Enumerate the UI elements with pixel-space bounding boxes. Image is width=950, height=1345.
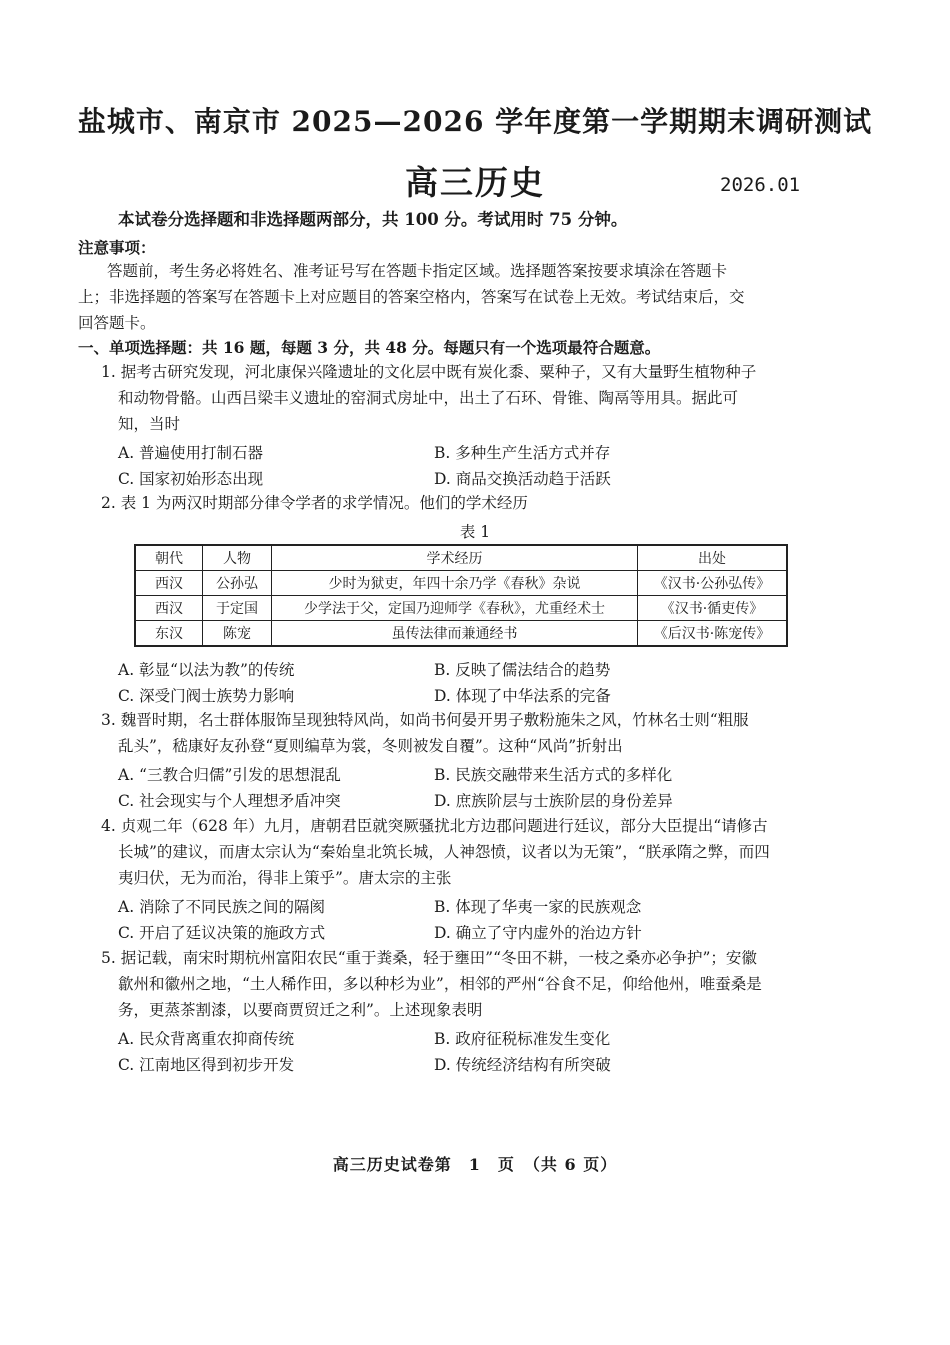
- q1-option-a: A. 普遍使用打制石器: [118, 444, 264, 462]
- q2-option-c: C. 深受门阀士族势力影响: [118, 687, 295, 705]
- table-row: [135, 621, 787, 647]
- q1-line-3: 知，当时: [118, 415, 181, 433]
- exam-date: 2026.01: [720, 174, 801, 196]
- q3-option-a: A. “三教合归儒”引发的思想混乱: [118, 766, 341, 784]
- table-row: [135, 596, 787, 621]
- q1-option-c: C. 国家初始形态出现: [118, 470, 264, 488]
- table-header-cell: 出处: [638, 545, 788, 571]
- q2-option-a: A. 彰显“以法为教”的传统: [118, 661, 295, 679]
- table-row: [135, 571, 787, 596]
- q3-option-d: D. 庶族阶层与士族阶层的身份差异: [434, 792, 673, 810]
- table-header-cell: 人物: [203, 545, 272, 571]
- q4-option-a: A. 消除了不同民族之间的隔阂: [118, 898, 326, 916]
- q2-option-d: D. 体现了中华法系的完备: [434, 687, 611, 705]
- table-cell: 虽传法律而兼通经书: [272, 621, 638, 647]
- table-1: [134, 544, 788, 647]
- subject-title: 高三历史: [405, 163, 545, 202]
- q5-option-b: B. 政府征税标准发生变化: [434, 1030, 611, 1048]
- table-cell: 东汉: [135, 621, 203, 647]
- table-cell: 于定国: [203, 596, 272, 621]
- section-heading: 一、单项选择题：共 16 题，每题 3 分，共 48 分。每题只有一个选项最符合题意。: [78, 338, 661, 357]
- q5-option-c: C. 江南地区得到初步开发: [118, 1056, 295, 1074]
- notice-line-3: 回答题卡。: [78, 314, 156, 332]
- q5-option-d: D. 传统经济结构有所突破: [434, 1056, 611, 1074]
- table-header-row: [135, 545, 787, 571]
- q4-line-3: 夷归伏，无为而治，得非上策乎”。唐太宗的主张: [118, 869, 452, 887]
- q5-line-2: 歙州和徽州之地，“土人稀作田，多以种杉为业”，相邻的严州“谷食不足，仰给他州，唯蚕桑是: [118, 975, 762, 993]
- exam-intro: 本试卷分选择题和非选择题两部分，共 100 分。考试用时 75 分钟。: [118, 210, 628, 229]
- table-cell: 西汉: [135, 596, 203, 621]
- q2-line-1: 2. 表 1 为两汉时期部分律令学者的求学情况。他们的学术经历: [101, 494, 528, 512]
- q3-line-1: 3. 魏晋时期，名士群体服饰呈现独特风尚，如尚书何晏开男子敷粉施朱之风，竹林名士则“粗服: [101, 711, 749, 729]
- q5-line-3: 务，更蒸茶割漆，以要商贾贸迁之利”。上述现象表明: [118, 1001, 483, 1019]
- table-cell: 少学法于父，定国乃迎师学《春秋》，尤重经术士: [272, 596, 638, 621]
- q1-line-1: 1. 据考古研究发现，河北康保兴隆遗址的文化层中既有炭化黍、粟种子，又有大量野生植物种子: [101, 363, 757, 381]
- q4-option-b: B. 体现了华夷一家的民族观念: [434, 898, 642, 916]
- table-cell: 《汉书·公孙弘传》: [638, 571, 788, 596]
- q3-option-b: B. 民族交融带来生活方式的多样化: [434, 766, 673, 784]
- table-cell: 《后汉书·陈宠传》: [638, 621, 788, 647]
- q3-line-2: 乱头”，嵇康好友孙登“夏则编草为裳，冬则被发自覆”。这种“风尚”折射出: [118, 737, 623, 755]
- q3-option-c: C. 社会现实与个人理想矛盾冲突: [118, 792, 341, 810]
- table-header-cell: 朝代: [135, 545, 203, 571]
- q2-option-b: B. 反映了儒法结合的趋势: [434, 661, 611, 679]
- table-cell: 少时为狱吏，年四十余乃学《春秋》杂说: [272, 571, 638, 596]
- page-footer: 高三历史试卷第 1 页 （共 6 页）: [332, 1155, 618, 1174]
- notice-heading: 注意事项：: [78, 238, 156, 257]
- table-cell: 《汉书·循吏传》: [638, 596, 788, 621]
- q1-option-b: B. 多种生产生活方式并存: [434, 444, 611, 462]
- table-cell: 陈宠: [203, 621, 272, 647]
- q5-option-a: A. 民众背离重农抑商传统: [118, 1030, 295, 1048]
- q1-line-2: 和动物骨骼。山西吕梁丰义遗址的窑洞式房址中，出土了石环、骨锥、陶鬲等用具。据此可: [118, 389, 739, 407]
- table-caption: 表 1: [459, 523, 491, 541]
- q4-option-c: C. 开启了廷议决策的施政方式: [118, 924, 326, 942]
- exam-title: 盐城市、南京市 2025—2026 学年度第一学期期末调研测试: [77, 105, 873, 138]
- q4-option-d: D. 确立了守内虚外的治边方针: [434, 924, 642, 942]
- q4-line-1: 4. 贞观二年（628 年）九月，唐朝君臣就突厥骚扰北方边郡问题进行廷议，部分大臣提出“请修古: [101, 817, 768, 835]
- notice-line-2: 上；非选择题的答案写在答题卡上对应题目的答案空格内，答案写在试卷上无效。考试结束后，交: [78, 288, 745, 306]
- q5-line-1: 5. 据记载，南宋时期杭州富阳农民“重于粪桑，轻于壅田”“冬田不耕，一枝之桑亦必争护”；安徽: [101, 949, 757, 967]
- notice-line-1: 答题前，考生务必将姓名、准考证号写在答题卡指定区域。选择题答案按要求填涂在答题卡: [107, 262, 728, 280]
- q4-line-2: 长城”的建议，而唐太宗认为“秦始皇北筑长城，人神怨愤，议者以为无策”，“朕承隋之弊，而四: [118, 843, 770, 861]
- table-cell: 西汉: [135, 571, 203, 596]
- table-header-cell: 学术经历: [272, 545, 638, 571]
- q1-option-d: D. 商品交换活动趋于活跃: [434, 470, 611, 488]
- table-cell: 公孙弘: [203, 571, 272, 596]
